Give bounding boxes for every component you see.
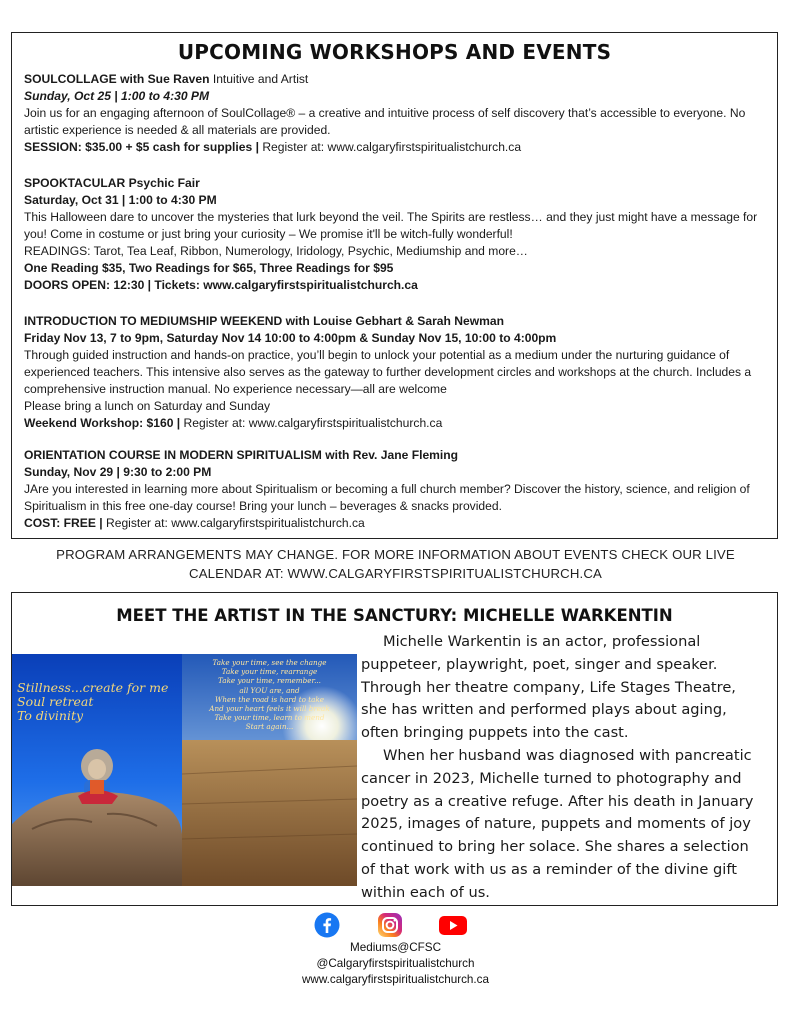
instagram-icon[interactable] [377, 912, 403, 938]
event-doors[interactable]: DOORS OPEN: 12:30 | Tickets: www.calgaryfirstspiritualistchurch.ca [24, 278, 418, 292]
notice-line-2[interactable]: CALENDAR AT: WWW.CALGARYFIRSTSPIRITUALISTCHURCH.CA [189, 566, 602, 581]
event-lunch-note: Please bring a lunch on Saturday and Sunday [24, 399, 271, 413]
notice-line-1: PROGRAM ARRANGEMENTS MAY CHANGE. FOR MORE INFORMATION ABOUT EVENTS CHECK OUR LIVE [56, 547, 735, 562]
photo-poem-line: Start again... [245, 722, 294, 732]
event-date: Sunday, Oct 25 | 1:00 to 4:30 PM [24, 89, 210, 103]
event-soulcollage [24, 71, 764, 156]
photo-poem-line: Take your time, see the change [212, 658, 327, 667]
photo-poem-line: Take your time, learn to mend [214, 713, 325, 723]
event-date: Saturday, Oct 31 | 1:00 to 4:30 PM [24, 193, 217, 207]
event-orientation-course [24, 447, 764, 532]
footer-social-handle: @Calgaryfirstspiritualistchurch [316, 957, 475, 970]
event-description: Join us for an engaging afternoon of SoulCollage® – a creative and intuitive process of self discovery that’s accessible to everyone. No artistic experience is needed & all materials are provided. [24, 106, 746, 137]
artist-panel [11, 592, 778, 906]
footer-handle: Mediums@CFSC [349, 941, 442, 954]
artist-bio-paragraph: Michelle Warkentin is an actor, professional puppeteer, playwright, poet, singer and speaker. Through her theatre company, Life Stages Theatre, she has written and performed plays about aging, often bringing puppets into the cast. [361, 633, 736, 742]
footer-website-link[interactable]: www.calgaryfirstspiritualistchurch.ca [301, 973, 490, 986]
contact-footer [0, 940, 791, 988]
artist-bio [361, 631, 761, 905]
event-title: INTRODUCTION TO MEDIUMSHIP WEEKEND with Louise Gebhart & Sarah Newman [24, 314, 504, 328]
program-notice [0, 545, 791, 583]
event-readings: READINGS: Tarot, Tea Leaf, Ribbon, Numerology, Iridology, Psychic, Mediumship and more… [24, 244, 528, 258]
artist-photo-prairie [182, 654, 357, 886]
event-description: JAre you interested in learning more about Spiritualism or becoming a full church member? Discover the history, science, and religion of Spiritualism in this free one-day course! Bring your lunch – beverages & snacks provided. [24, 482, 750, 513]
event-description: Through guided instruction and hands-on practice, you’ll begin to unlock your potential as a medium under the nurturing guidance of experienced teachers. This intensive also serves as the gateway to further development circles and workshops at the church. Includes a comprehensive instruction manual. No experience necessary—all are welcome [24, 348, 752, 396]
photo-poem-line: Take your time, rearrange [221, 667, 318, 677]
event-cost: COST: FREE | [24, 516, 106, 530]
event-cost: Weekend Workshop: $160 | [24, 416, 184, 430]
artist-photo-puppet [12, 654, 182, 886]
event-date: Friday Nov 13, 7 to 9pm, Saturday Nov 14 10:00 to 4:00pm & Sunday Nov 15, 10:00 to 4:00pm [24, 331, 557, 345]
events-title: UPCOMING WORKSHOPS AND EVENTS [177, 40, 612, 64]
event-register-link[interactable]: Register at: www.calgaryfirstspiritualistchurch.ca [183, 416, 443, 430]
event-title: ORIENTATION COURSE IN MODERN SPIRITUALISM with Rev. Jane Fleming [24, 448, 459, 462]
event-register-link[interactable]: Register at: www.calgaryfirstspiritualistchurch.ca [262, 140, 522, 154]
events-panel [11, 32, 778, 539]
photo-caption-line: Soul retreat [17, 694, 94, 709]
event-description: This Halloween dare to uncover the mysteries that lurk beyond the veil. The Spirits are restless… and they just might have a message for you! Come in costume or just bring your curiosity – We promise it'll be witch-fully wonderful! [24, 210, 758, 241]
photo-poem-line: all YOU are, and [239, 685, 300, 695]
event-title-suffix: Intuitive and Artist [209, 72, 309, 86]
photo-poem-line: When the road is hard to take [215, 694, 324, 704]
youtube-icon[interactable] [438, 912, 468, 938]
photo-poem-line: And your heart feels it will break [209, 704, 330, 714]
event-title: SPOOKTACULAR Psychic Fair [24, 176, 200, 190]
event-mediumship-weekend [24, 313, 764, 432]
event-psychic-fair [24, 175, 764, 294]
artist-bio-paragraph: When her husband was diagnosed with pancreatic cancer in 2023, Michelle turned to photography and poetry as a creative refuge. After his death in January 2025, images of nature, puppets and moments of joy continued to bring her solace. She shares a selection of that work with us as a reminder of the divine gift within each of us. [361, 746, 754, 901]
photo-caption-line: Stillness...create for me [17, 680, 169, 695]
event-date: Sunday, Nov 29 | 9:30 to 2:00 PM [24, 465, 212, 479]
social-icons [0, 912, 791, 940]
photo-poem-line: Take your time, remember... [218, 676, 321, 686]
event-title: SOULCOLLAGE with Sue Raven [24, 72, 210, 86]
event-register-link[interactable]: Register at: www.calgaryfirstspiritualistchurch.ca [106, 516, 365, 530]
event-prices: One Reading $35, Two Readings for $65, Three Readings for $95 [24, 261, 394, 275]
photo-caption-line: To divinity [17, 708, 84, 723]
facebook-icon[interactable] [314, 912, 340, 938]
artist-title: MEET THE ARTIST IN THE SANCTURY: MICHELLE WARKENTIN [116, 606, 673, 625]
event-cost: SESSION: $35.00 + $5 cash for supplies | [24, 140, 263, 154]
